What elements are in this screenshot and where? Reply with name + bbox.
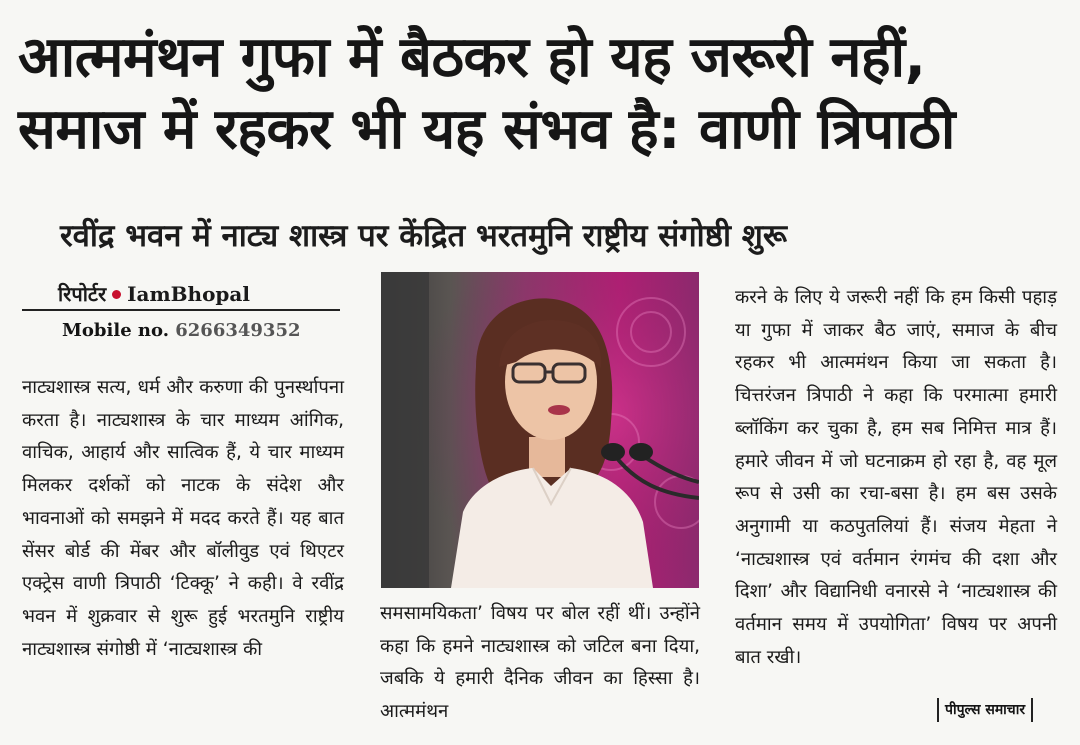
subheadline: रवींद्र भवन में नाट्य शास्त्र पर केंद्रित भरतमुनि राष्ट्रीय संगोष्ठी शुरू <box>60 218 787 254</box>
article-column-1 <box>22 372 344 666</box>
article-column-2 <box>380 598 700 729</box>
reporter-byline <box>58 280 340 308</box>
headline <box>18 22 1068 166</box>
article-column-3 <box>735 282 1057 674</box>
article-text-column-3: करने के लिए ये जरूरी नहीं कि हम किसी पहाड़ या गुफा में जाकर बैठ जाएं, समाज के बीच रहकर भी आत्ममंथन किया जा सकता है। चित्तरंजन त्रिपाठी ने कहा कि परमात्मा हमारी ब्लॉकिंग कर चुका है, हम सब निमित्त मात्र हैं। हमारे जीवन में जो घटनाक्रम हो रहा है, वह मूल रूप से उसी का रचा-बसा है। हम बस उसके अनुगामी या कठपुतलियां हैं। संजय मेहता ने ‘नाट्यशास्त्र एवं वर्तमान रंगमंच की दशा और दिशा’ और विद्यानिधी वनारसे ने ‘नाट्यशास्त्र की वर्तमान समय में उपयोगिता’ विषय पर अपनी बात रखी। <box>735 287 1057 668</box>
speaker-photo-icon <box>381 272 699 588</box>
article-text-column-2: समसामयिकता’ विषय पर बोल रहीं थीं। उन्होंने कहा कि हमने नाट्यशास्त्र को जटिल बना दिया, जबकि ये हमारी दैनिक जीवन का हिस्सा है। आत्ममंथन <box>380 603 700 723</box>
mobile-label: Mobile no. <box>62 320 169 341</box>
bullet-dot-icon <box>112 290 121 299</box>
reporter-name: IamBhopal <box>127 282 250 306</box>
mobile-info <box>62 318 342 344</box>
reporter-label: रिपोर्टर <box>58 282 107 306</box>
article-text-column-1: नाट्यशास्त्र सत्य, धर्म और करुणा की पुनर्स्थापना करता है। नाट्यशास्त्र के चार माध्यम आंगिक, वाचिक, आहार्य और सात्विक हैं, ये चार माध्यम मिलकर दर्शकों को नाटक के संदेश और भावनाओं को समझने में मदद करते हैं। यह बात सेंसर बोर्ड की मेंबर और बॉलीवुड एवं थिएटर एक्ट्रेस वाणी त्रिपाठी ‘टिक्कू’ ने कही। वे रवींद्र भवन में शुक्रवार से शुरू हुई भरतमुनि राष्ट्रीय नाट्यशास्त्र संगोष्ठी में ‘नाट्यशास्त्र की <box>22 377 344 660</box>
headline-line-2: समाज में रहकर भी यह संभव है: वाणी त्रिपाठी <box>18 97 955 162</box>
mobile-number: 6266349352 <box>175 320 301 341</box>
source-credit: पीपुल्स समाचार <box>937 698 1033 722</box>
speaker-photo <box>381 272 699 588</box>
headline-line-1: आत्ममंथन गुफा में बैठकर हो यह जरूरी नहीं, <box>18 25 926 90</box>
byline-divider <box>22 309 340 311</box>
